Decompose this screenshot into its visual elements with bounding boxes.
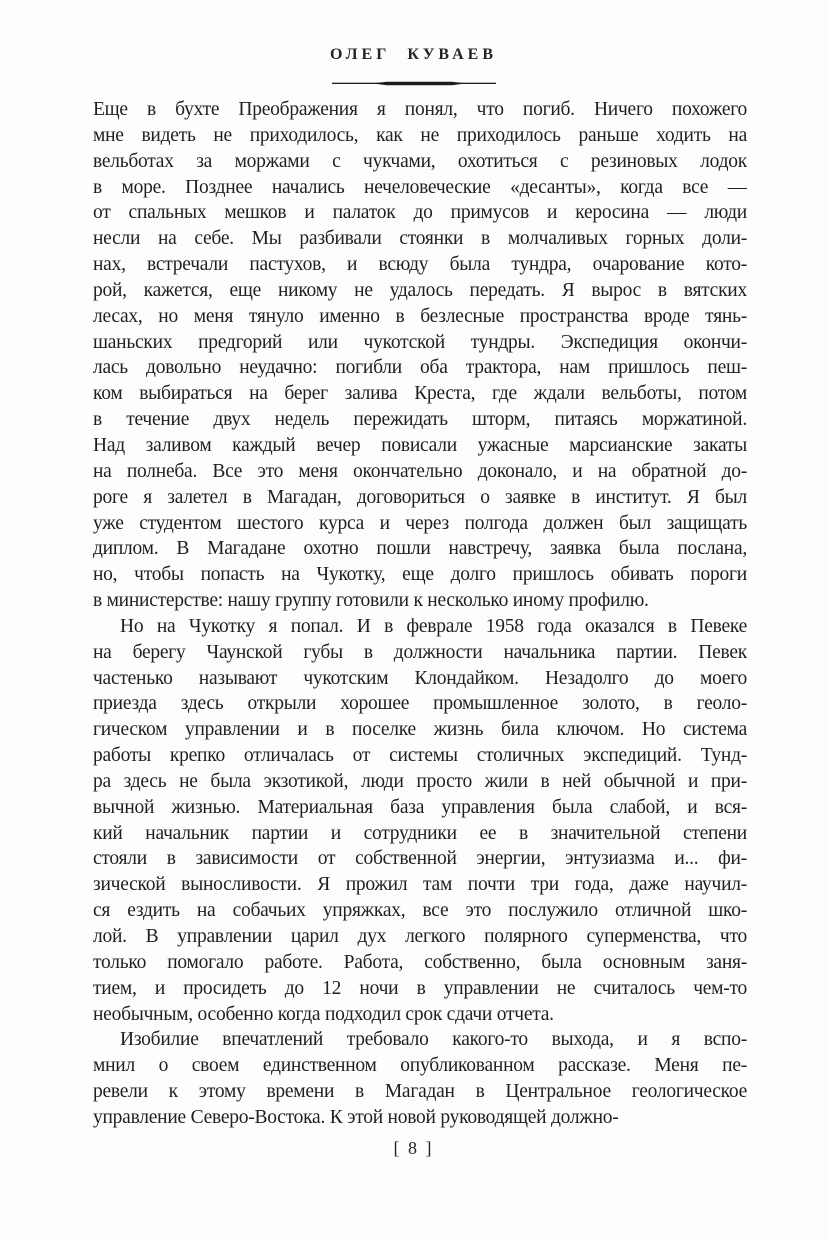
text-line: только помогало работе. Работа, собственно, была основным заня- xyxy=(93,951,747,973)
text-line: в министерстве: нашу группу готовили к несколько иному профилю. xyxy=(93,590,649,612)
text-line: нах, встречали пастухов, и всюду была тундра, очарование кото- xyxy=(93,254,747,276)
text-line: приезда здесь открыли хорошее промышленное золото, в геоло- xyxy=(93,693,747,715)
text-line: работы крепко отличалась от системы столичных экспедиций. Тунд- xyxy=(93,745,747,767)
text-line: в течение двух недель пережидать шторм, питаясь моржатиной. xyxy=(93,409,747,431)
paragraph xyxy=(93,614,747,1028)
text-line: управление Северо-Востока. К этой новой руководящей должно- xyxy=(93,1106,619,1128)
text-line: Изобилие впечатлений требовало какого-то выхода, и я вспо- xyxy=(120,1029,747,1051)
text-line: мнил о своем единственном опубликованном рассказе. Меня пе- xyxy=(93,1055,747,1077)
text-line: от спальных мешков и палаток до примусов и керосина — люди xyxy=(93,202,747,224)
text-line: несли на себе. Мы разбивали стоянки в молчаливых горных доли- xyxy=(93,228,747,250)
text-line: вельботах за моржами с чукчами, охотиться с резиновых лодок xyxy=(93,150,747,172)
text-line: необычным, особенно когда подходил срок сдачи отчета. xyxy=(93,1003,554,1025)
text-line: лась довольно неудачно: погибли оба трактора, нам пришлось пеш- xyxy=(93,357,747,379)
body-text xyxy=(93,97,747,1131)
text-line: частенько называют чукотским Клондайком. Незадолго до моего xyxy=(93,667,747,689)
text-line: гическом управлении и в поселке жизнь била ключом. Но система xyxy=(93,719,747,741)
paragraph xyxy=(93,97,747,614)
swelled-rule-icon xyxy=(332,79,496,88)
text-line: на берегу Чаунской губы в должности начальника партии. Певек xyxy=(93,641,747,663)
text-line: рой, кажется, еще никому не удалось передать. Я вырос в вятских xyxy=(93,279,747,301)
text-line: Но на Чукотку я попал. И в феврале 1958 года оказался в Певеке xyxy=(120,615,747,637)
text-line: на полнеба. Все это меня окончательно доконало, и на обратной до- xyxy=(93,460,747,482)
text-line: уже студентом шестого курса и через полгода должен был защищать xyxy=(93,512,747,534)
text-line: диплом. В Магадане охотно пошли навстречу, заявка была послана, xyxy=(93,538,747,560)
divider-ornament xyxy=(0,79,827,88)
text-line: тием, и просидеть до 12 ночи в управлении не считалось чем-то xyxy=(93,977,747,999)
text-line: ком выбираться на берег залива Креста, где ждали вельботы, потом xyxy=(93,383,747,405)
text-line: лой. В управлении царил дух легкого полярного суперменства, что xyxy=(93,926,747,947)
paragraph xyxy=(93,1027,747,1130)
text-line: вычной жизнью. Материальная база управления была слабой, и вся- xyxy=(93,796,747,818)
text-line: Над заливом каждый вечер повисали ужасные марсианские закаты xyxy=(93,434,747,456)
text-line: Еще в бухте Преображения я понял, что погиб. Ничего похожего xyxy=(93,99,747,120)
text-line: мне видеть не приходилось, как не приходилось раньше ходить на xyxy=(93,124,747,146)
text-line: роге я залетел в Магадан, договориться о заявке в институт. Я был xyxy=(93,486,747,508)
text-line: ревели к этому времени в Магадан в Центральное геологическое xyxy=(93,1081,747,1103)
text-line: ся ездить на собачьих упряжках, все это послужило отличной шко- xyxy=(93,900,747,922)
text-line: зической выносливости. Я прожил там почти три года, даже научил- xyxy=(93,874,747,896)
text-line: шаньских предгорий или чукотской тундры. Экспедиция окончи- xyxy=(93,331,747,353)
text-line: лесах, но меня тянуло именно в безлесные пространства вроде тянь- xyxy=(93,305,747,327)
text-line: но, чтобы попасть на Чукотку, еще долго пришлось обивать пороги xyxy=(93,564,747,586)
text-line: кий начальник партии и сотрудники ее в значительной степени xyxy=(93,822,747,844)
text-line: стояли в зависимости от собственной энергии, энтузиазма и... фи- xyxy=(93,848,747,870)
page-number: [ 8 ] xyxy=(393,1138,434,1158)
running-header-author: ОЛЕГ КУВАЕВ xyxy=(329,46,497,63)
text-line: в море. Позднее начались нечеловеческие «десанты», когда все — xyxy=(93,176,747,198)
text-line: ра здесь не была экзотикой, люди просто жили в ней обычной и при- xyxy=(93,770,747,792)
